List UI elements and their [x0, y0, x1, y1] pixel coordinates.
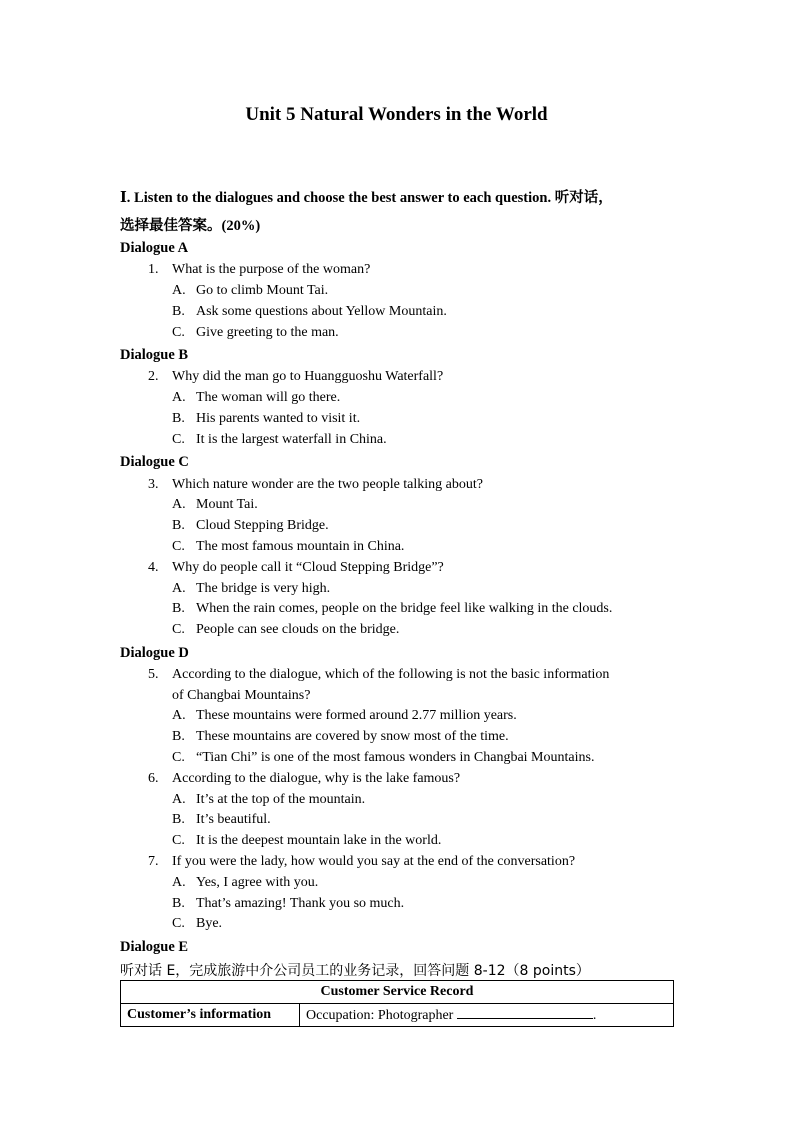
question-text: What is the purpose of the woman?	[172, 262, 371, 277]
dialogue-e-heading: Dialogue E	[120, 939, 189, 955]
question-3: 3. Which nature wonder are the two people talking about?	[148, 477, 483, 492]
dialogue-c-heading: Dialogue C	[120, 454, 189, 470]
question-7: 7. If you were the lady, how would you say at the end of the conversation?	[148, 854, 576, 869]
dialogue-a-heading: Dialogue A	[120, 240, 189, 256]
question-2: 2. Why did the man go to Huangguoshu Waterfall?	[148, 369, 444, 384]
option-7c: C. Bye.	[172, 916, 223, 931]
dialogue-e-instruction: 听对话 E，完成旅游中介公司员工的业务记录，回答问题 8-12（8 points）	[120, 963, 590, 979]
option-3c: C. The most famous mountain in China.	[172, 539, 405, 554]
question-5-continued: of Changbai Mountains?	[172, 688, 311, 703]
question-5: 5. According to the dialogue, which of the following is not the basic information	[148, 667, 610, 682]
question-number: 1.	[148, 262, 159, 277]
dialogue-b-heading: Dialogue B	[120, 347, 189, 363]
option-6c: C. It is the deepest mountain lake in the world.	[172, 833, 442, 848]
record-row-end: .	[592, 1008, 597, 1023]
option-1b: B. Ask some questions about Yellow Mountain.	[172, 304, 447, 319]
table-row	[121, 1004, 674, 1027]
record-header: Customer Service Record	[121, 981, 674, 1004]
option-7a: A. Yes, I agree with you.	[172, 875, 319, 890]
option-6a: A. It’s at the top of the mountain.	[172, 792, 366, 807]
question-6: 6. According to the dialogue, why is the lake famous?	[148, 771, 461, 786]
option-6b: B. It’s beautiful.	[172, 812, 271, 827]
option-2c: C. It is the largest waterfall in China.	[172, 432, 387, 447]
record-row-label: Customer’s information	[121, 1004, 300, 1027]
option-7b: B. That’s amazing! Thank you so much.	[172, 896, 405, 911]
question-4: 4. Why do people call it “Cloud Stepping Bridge”?	[148, 560, 444, 575]
option-5c: C. “Tian Chi” is one of the most famous wonders in Changbai Mountains.	[172, 750, 595, 765]
option-4c: C. People can see clouds on the bridge.	[172, 622, 400, 637]
option-3a: A. Mount Tai.	[172, 497, 258, 512]
option-4a: A. The bridge is very high.	[172, 581, 331, 596]
option-2b: B. His parents wanted to visit it.	[172, 411, 361, 426]
record-row-value: Occupation: Photographer	[306, 1008, 454, 1023]
record-row-value-cell	[300, 1004, 674, 1027]
option-5b: B. These mountains are covered by snow most of the time.	[172, 729, 509, 744]
option-2a: A. The woman will go there.	[172, 390, 341, 405]
section-instruction-line2: 选择最佳答案。(20%)	[120, 218, 261, 234]
section-instruction-line1: Ⅰ. Listen to the dialogues and choose the best answer to each question. 听对话，	[120, 190, 613, 206]
customer-service-record-table	[120, 980, 674, 1027]
option-5a: A. These mountains were formed around 2.77 million years.	[172, 708, 517, 723]
option-4b: B. When the rain comes, people on the bridge feel like walking in the clouds.	[172, 601, 613, 616]
answer-blank[interactable]	[457, 1006, 593, 1019]
option-1a: A. Go to climb Mount Tai.	[172, 283, 329, 298]
dialogue-d-heading: Dialogue D	[120, 645, 189, 661]
question-1	[148, 262, 370, 278]
option-3b: B. Cloud Stepping Bridge.	[172, 518, 329, 533]
option-1c: C. Give greeting to the man.	[172, 325, 339, 340]
page-title: Unit 5 Natural Wonders in the World	[245, 104, 548, 125]
